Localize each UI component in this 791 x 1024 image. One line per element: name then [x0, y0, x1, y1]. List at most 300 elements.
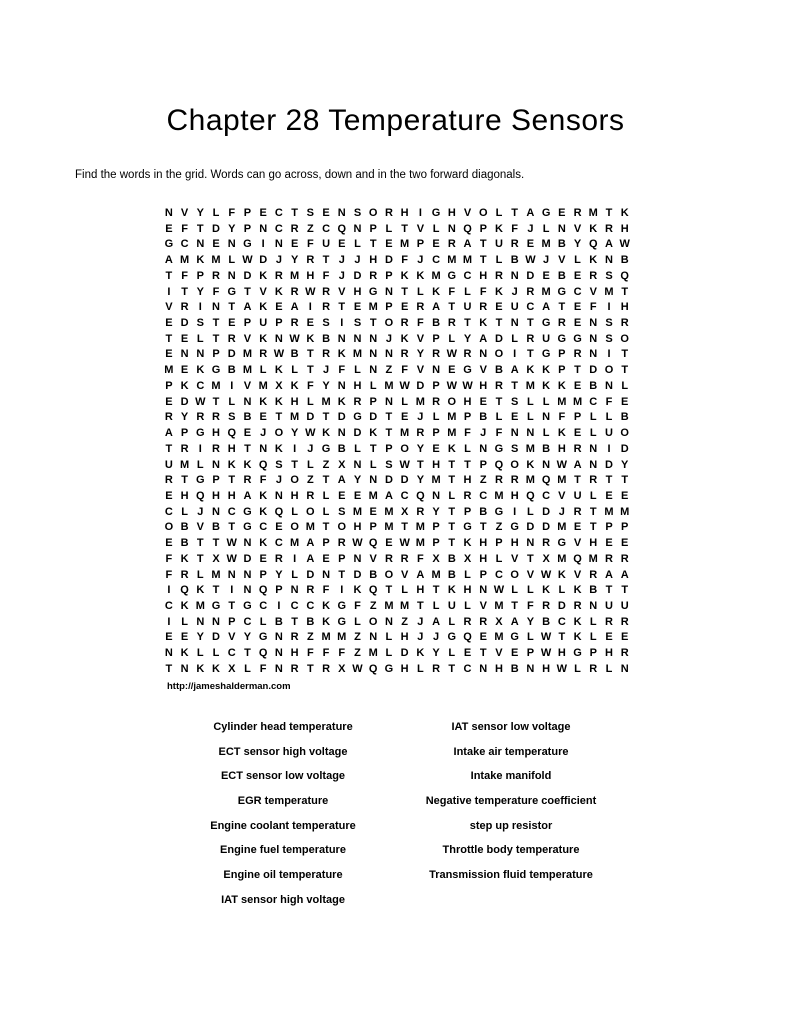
grid-cell: N: [353, 458, 362, 471]
grid-cell: G: [541, 207, 551, 219]
grid-cell: H: [510, 489, 519, 502]
grid-cell: N: [369, 332, 378, 345]
grid-cell: S: [605, 317, 613, 330]
grid-cell: O: [604, 364, 614, 377]
grid-cell: I: [167, 584, 171, 597]
grid-cell: O: [290, 474, 299, 487]
grid-cell: K: [557, 427, 566, 440]
grid-row: [161, 458, 633, 474]
grid-cell: M: [604, 285, 614, 298]
grid-cell: D: [212, 631, 220, 644]
grid-cell: Q: [494, 458, 504, 471]
grid-cell: D: [400, 647, 409, 660]
grid-cell: Y: [432, 505, 440, 518]
grid-cell: Y: [432, 647, 440, 660]
grid-cell: E: [243, 427, 252, 440]
grid-cell: M: [400, 238, 410, 251]
grid-cell: Y: [290, 254, 299, 267]
grid-cell: T: [605, 474, 613, 487]
grid-cell: H: [212, 427, 220, 440]
grid-cell: E: [322, 207, 330, 219]
grid-cell: E: [353, 301, 362, 314]
grid-cell: L: [527, 631, 534, 644]
word-list-item: IAT sensor high voltage: [221, 893, 345, 906]
grid-cell: M: [557, 552, 567, 565]
grid-cell: S: [275, 458, 283, 471]
grid-cell: W: [525, 254, 536, 267]
grid-cell: R: [400, 348, 409, 361]
grid-cell: H: [479, 269, 488, 282]
grid-cell: T: [306, 364, 314, 377]
grid-cell: J: [511, 285, 518, 298]
source-url: http://jameshalderman.com: [167, 681, 291, 692]
grid-cell: B: [479, 505, 488, 518]
grid-cell: D: [212, 222, 220, 235]
grid-row: [161, 316, 633, 332]
grid-cell: K: [573, 584, 582, 597]
grid-cell: W: [399, 458, 410, 471]
grid-cell: N: [353, 552, 362, 565]
grid-cell: M: [415, 521, 425, 534]
grid-cell: D: [400, 474, 409, 487]
grid-cell: M: [588, 552, 598, 565]
grid-cell: N: [212, 458, 220, 471]
grid-cell: N: [274, 332, 283, 345]
grid-cell: L: [527, 395, 534, 408]
grid-cell: M: [242, 364, 253, 377]
grid-cell: Q: [573, 552, 582, 565]
grid-cell: R: [227, 332, 236, 345]
grid-cell: N: [180, 662, 189, 675]
grid-cell: K: [542, 584, 551, 597]
grid-cell: Z: [306, 474, 314, 487]
grid-cell: K: [620, 207, 629, 219]
grid-cell: L: [385, 647, 393, 660]
grid-cell: C: [306, 599, 315, 612]
grid-cell: L: [542, 222, 550, 235]
grid-cell: J: [338, 254, 345, 267]
grid-cell: F: [306, 647, 314, 660]
grid-cell: N: [605, 254, 613, 267]
grid-cell: K: [589, 254, 598, 267]
grid-cell: E: [385, 537, 393, 550]
grid-cell: T: [495, 317, 503, 330]
grid-cell: L: [448, 489, 456, 502]
grid-cell: K: [526, 458, 535, 471]
grid-cell: T: [322, 474, 330, 487]
grid-cell: M: [557, 474, 567, 487]
grid-cell: T: [479, 238, 487, 251]
grid-cell: U: [494, 238, 503, 251]
grid-cell: W: [462, 379, 473, 392]
grid-cell: R: [589, 662, 598, 675]
grid-cell: N: [337, 427, 346, 440]
grid-cell: G: [541, 348, 551, 361]
grid-cell: P: [432, 537, 440, 550]
grid-cell: B: [542, 442, 551, 455]
grid-cell: E: [526, 238, 535, 251]
grid-cell: B: [589, 379, 598, 392]
word-list-item: Engine fuel temperature: [220, 844, 346, 857]
grid-cell: K: [494, 285, 503, 298]
grid-cell: N: [510, 317, 519, 330]
grid-cell: N: [589, 442, 598, 455]
grid-cell: L: [354, 364, 361, 377]
grid-cell: I: [293, 552, 297, 565]
grid-cell: R: [180, 568, 189, 581]
grid-cell: G: [463, 364, 472, 377]
grid-cell: K: [322, 599, 331, 612]
grid-cell: L: [464, 599, 471, 612]
grid-cell: T: [495, 395, 503, 408]
grid-cell: N: [196, 348, 205, 361]
grid-cell: S: [353, 317, 362, 330]
grid-cell: D: [620, 442, 629, 455]
grid-cell: Y: [573, 238, 582, 251]
grid-cell: C: [274, 207, 283, 219]
grid-cell: M: [431, 269, 441, 282]
grid-cell: P: [526, 647, 535, 660]
grid-cell: D: [542, 521, 551, 534]
grid-cell: M: [447, 254, 457, 267]
grid-cell: N: [259, 442, 268, 455]
grid-cell: Z: [401, 615, 408, 628]
grid-cell: M: [525, 379, 535, 392]
grid-cell: T: [181, 474, 188, 487]
grid-cell: F: [259, 474, 267, 487]
grid-cell: I: [277, 599, 281, 612]
grid-cell: R: [542, 599, 551, 612]
grid-cell: E: [558, 207, 566, 219]
grid-cell: E: [165, 222, 173, 235]
grid-cell: R: [180, 442, 189, 455]
grid-cell: C: [463, 269, 472, 282]
grid-cell: K: [542, 379, 551, 392]
grid-cell: L: [181, 505, 188, 518]
grid-cell: T: [448, 521, 456, 534]
grid-row: [161, 410, 633, 426]
grid-cell: V: [400, 568, 409, 581]
grid-cell: E: [165, 631, 173, 644]
grid-cell: L: [589, 631, 597, 644]
grid-cell: F: [306, 238, 314, 251]
grid-cell: B: [369, 568, 378, 581]
grid-cell: P: [338, 552, 346, 565]
grid-cell: K: [416, 647, 425, 660]
grid-cell: I: [607, 348, 611, 361]
grid-cell: T: [338, 568, 346, 581]
grid-cell: M: [400, 599, 410, 612]
grid-cell: L: [385, 222, 393, 235]
grid-cell: Q: [588, 238, 598, 251]
grid-cell: H: [542, 662, 551, 675]
grid-cell: K: [259, 537, 268, 550]
grid-cell: R: [494, 474, 503, 487]
grid-cell: L: [228, 395, 236, 408]
grid-cell: L: [354, 442, 361, 455]
grid-cell: K: [196, 584, 205, 597]
grid-cell: Z: [385, 364, 393, 377]
grid-cell: E: [573, 379, 582, 392]
grid-cell: C: [196, 379, 205, 392]
grid-cell: B: [243, 411, 252, 424]
grid-cell: G: [321, 442, 331, 455]
grid-cell: N: [589, 317, 598, 330]
grid-cell: R: [573, 505, 582, 518]
grid-cell: N: [274, 647, 283, 660]
grid-cell: L: [196, 568, 204, 581]
grid-cell: V: [589, 285, 597, 298]
grid-cell: M: [557, 395, 567, 408]
grid-row: [161, 395, 633, 411]
grid-cell: F: [558, 411, 566, 424]
grid-cell: L: [259, 364, 267, 377]
grid-cell: N: [196, 238, 205, 251]
grid-cell: L: [621, 379, 629, 392]
grid-cell: T: [322, 254, 330, 267]
grid-cell: M: [431, 474, 441, 487]
grid-cell: R: [212, 442, 220, 455]
grid-cell: T: [621, 364, 629, 377]
grid-cell: R: [384, 552, 393, 565]
grid-cell: F: [527, 599, 534, 612]
grid-cell: M: [620, 505, 630, 518]
grid-cell: M: [557, 521, 567, 534]
grid-cell: E: [400, 301, 409, 314]
grid-cell: N: [479, 584, 488, 597]
grid-cell: T: [605, 584, 613, 597]
grid-cell: X: [495, 615, 503, 628]
grid-cell: T: [385, 427, 393, 440]
grid-row: [161, 206, 633, 222]
grid-cell: K: [400, 332, 409, 345]
grid-cell: N: [274, 662, 283, 675]
grid-cell: K: [259, 332, 268, 345]
grid-cell: T: [291, 458, 298, 471]
grid-cell: L: [322, 505, 330, 518]
grid-cell: E: [165, 348, 173, 361]
grid-cell: R: [212, 411, 220, 424]
grid-cell: W: [195, 395, 206, 408]
grid-cell: O: [290, 521, 299, 534]
grid-cell: G: [573, 332, 582, 345]
grid-cell: B: [494, 364, 503, 377]
word-list-item: Intake manifold: [470, 770, 552, 783]
grid-cell: T: [165, 332, 173, 345]
grid-cell: Z: [495, 521, 503, 534]
grid-cell: W: [289, 332, 300, 345]
grid-cell: T: [228, 521, 236, 534]
grid-cell: T: [574, 474, 581, 487]
grid-cell: I: [167, 285, 171, 298]
grid-cell: O: [400, 442, 409, 455]
grid-cell: P: [228, 615, 236, 628]
grid-cell: E: [165, 317, 173, 330]
grid-cell: P: [605, 521, 613, 534]
grid-row: [161, 222, 633, 238]
grid-cell: H: [447, 207, 456, 219]
grid-cell: D: [353, 568, 362, 581]
grid-cell: R: [573, 207, 582, 219]
grid-cell: N: [337, 207, 346, 219]
grid-cell: P: [463, 505, 472, 518]
grid-cell: Q: [258, 458, 268, 471]
grid-cell: L: [196, 647, 204, 660]
grid-cell: V: [369, 552, 377, 565]
grid-cell: G: [557, 537, 567, 550]
grid-cell: V: [165, 301, 173, 314]
grid-cell: W: [273, 348, 285, 361]
grid-cell: E: [432, 238, 440, 251]
grid-cell: D: [384, 474, 393, 487]
grid-cell: L: [464, 568, 471, 581]
grid-cell: E: [290, 238, 299, 251]
grid-cell: B: [337, 442, 346, 455]
grid-cell: E: [259, 411, 267, 424]
grid-cell: D: [180, 395, 189, 408]
grid-cell: R: [526, 285, 535, 298]
grid-cell: V: [573, 537, 582, 550]
grid-cell: I: [293, 442, 297, 455]
grid-cell: L: [291, 364, 298, 377]
grid-cell: A: [306, 537, 315, 550]
grid-cell: Q: [368, 584, 378, 597]
grid-cell: E: [573, 521, 582, 534]
grid-row: [161, 599, 633, 615]
grid-cell: X: [542, 552, 550, 565]
grid-cell: M: [321, 395, 331, 408]
grid-cell: E: [448, 364, 456, 377]
grid-cell: C: [432, 254, 441, 267]
word-list-item: ECT sensor low voltage: [220, 770, 346, 783]
grid-cell: A: [416, 568, 425, 581]
grid-cell: M: [384, 379, 394, 392]
grid-cell: W: [305, 427, 316, 440]
grid-cell: T: [464, 458, 471, 471]
grid-cell: I: [513, 348, 517, 361]
grid-row: [161, 662, 633, 678]
grid-cell: H: [479, 552, 488, 565]
grid-cell: L: [574, 254, 581, 267]
grid-cell: E: [605, 489, 613, 502]
grid-cell: B: [542, 615, 551, 628]
grid-cell: L: [527, 584, 534, 597]
grid-cell: D: [243, 269, 252, 282]
grid-cell: Q: [227, 427, 237, 440]
grid-cell: M: [321, 631, 331, 644]
grid-cell: N: [384, 615, 393, 628]
grid-cell: L: [495, 254, 503, 267]
grid-cell: U: [573, 489, 582, 502]
grid-cell: V: [558, 489, 566, 502]
grid-cell: W: [446, 379, 457, 392]
grid-cell: N: [353, 222, 362, 235]
grid-cell: K: [180, 647, 189, 660]
grid-cell: E: [165, 489, 173, 502]
grid-cell: R: [589, 568, 598, 581]
grid-cell: T: [228, 599, 236, 612]
grid-cell: Y: [196, 285, 204, 298]
grid-cell: Y: [416, 348, 425, 361]
grid-cell: U: [605, 599, 613, 612]
grid-cell: M: [368, 301, 378, 314]
grid-cell: I: [340, 584, 344, 597]
grid-cell: J: [433, 631, 440, 644]
grid-cell: P: [322, 537, 330, 550]
grid-cell: G: [447, 631, 457, 644]
grid-cell: B: [620, 411, 629, 424]
grid-cell: P: [385, 301, 393, 314]
grid-row: [161, 646, 633, 662]
grid-cell: M: [462, 254, 473, 267]
grid-cell: S: [511, 442, 519, 455]
grid-cell: L: [322, 489, 330, 502]
grid-cell: A: [510, 364, 519, 377]
grid-cell: K: [573, 631, 582, 644]
grid-cell: W: [399, 537, 410, 550]
grid-cell: G: [510, 631, 519, 644]
word-list-item: ECT sensor high voltage: [218, 745, 348, 758]
grid-cell: Q: [526, 489, 535, 502]
grid-cell: U: [447, 599, 456, 612]
grid-cell: B: [510, 254, 519, 267]
grid-cell: Z: [306, 631, 314, 644]
grid-cell: F: [212, 285, 220, 298]
grid-cell: G: [494, 505, 504, 518]
grid-cell: V: [416, 364, 425, 377]
grid-cell: G: [557, 285, 567, 298]
grid-cell: A: [463, 238, 472, 251]
grid-cell: T: [212, 537, 220, 550]
grid-cell: G: [211, 599, 221, 612]
grid-cell: G: [258, 631, 268, 644]
grid-cell: D: [337, 411, 346, 424]
grid-cell: V: [259, 285, 267, 298]
grid-cell: R: [274, 269, 283, 282]
grid-cell: L: [605, 662, 613, 675]
grid-cell: M: [195, 599, 205, 612]
grid-cell: K: [212, 662, 220, 675]
grid-cell: R: [400, 552, 409, 565]
grid-cell: R: [290, 317, 299, 330]
grid-cell: N: [589, 458, 598, 471]
grid-cell: K: [557, 568, 566, 581]
grid-cell: M: [415, 395, 425, 408]
grid-cell: U: [620, 599, 629, 612]
grid-cell: M: [525, 474, 535, 487]
grid-row: [161, 630, 633, 646]
grid-cell: P: [385, 442, 393, 455]
grid-row: [161, 379, 633, 395]
grid-cell: M: [368, 489, 378, 502]
grid-cell: L: [228, 254, 236, 267]
word-list-item: step up resistor: [469, 819, 553, 832]
grid-cell: S: [306, 207, 314, 219]
grid-cell: L: [401, 395, 408, 408]
grid-cell: H: [557, 442, 566, 455]
grid-cell: R: [447, 317, 456, 330]
grid-cell: N: [274, 238, 283, 251]
grid-cell: G: [243, 238, 252, 251]
grid-cell: A: [605, 568, 613, 581]
grid-cell: G: [196, 474, 205, 487]
grid-cell: N: [589, 599, 598, 612]
grid-cell: Z: [369, 599, 377, 612]
grid-cell: R: [494, 269, 503, 282]
grid-cell: Y: [621, 458, 629, 471]
grid-cell: M: [290, 411, 300, 424]
grid-cell: V: [526, 568, 535, 581]
